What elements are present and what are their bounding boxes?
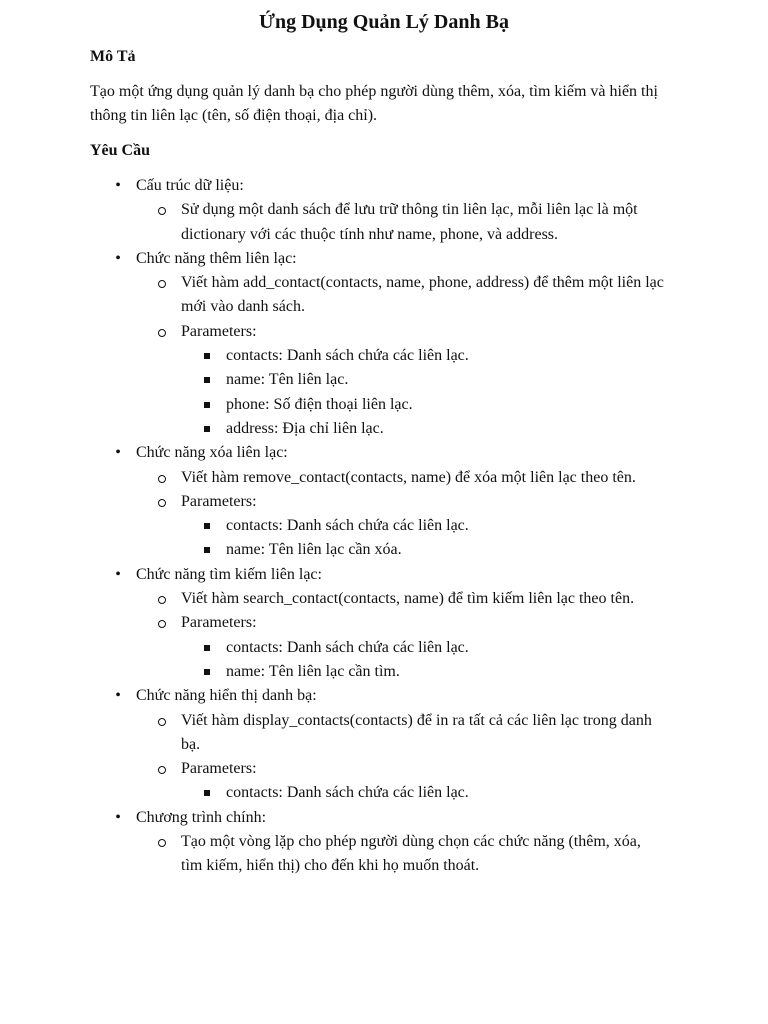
parameter-text: name: Tên liên lạc cần xóa. xyxy=(226,541,402,559)
section-items xyxy=(136,830,768,879)
section-item-text: Sử dụng một danh sách để lưu trữ thông tin liên lạc, mỗi liên lạc là một dictionary với các thuộc tính như name, phone, và address. xyxy=(181,201,638,243)
bullet-square-icon xyxy=(204,547,210,553)
requirement-section xyxy=(0,247,768,441)
section-item-text: Parameters: xyxy=(181,492,257,510)
section-label: Cấu trúc dữ liệu: xyxy=(136,177,244,194)
bullet-circle-icon xyxy=(158,329,166,337)
bullet-circle-icon xyxy=(158,475,166,483)
parameter-text: address: Địa chỉ liên lạc. xyxy=(226,419,384,437)
section-items xyxy=(136,466,768,563)
section-label: Chức năng hiển thị danh bạ: xyxy=(136,687,317,705)
parameter-item xyxy=(181,514,768,538)
bullet-disc-icon: • xyxy=(115,249,121,267)
section-item xyxy=(136,320,768,441)
parameter-list xyxy=(181,514,768,563)
section-item xyxy=(136,587,768,611)
section-items xyxy=(136,709,768,806)
requirements-heading: Yêu Cầu xyxy=(90,142,151,159)
section-item-text: Tạo một vòng lặp cho phép người dùng chọn các chức năng (thêm, xóa, tìm kiếm, hiển thị) cho đến khi họ muốn thoát. xyxy=(181,833,641,875)
section-item xyxy=(136,830,768,879)
bullet-square-icon xyxy=(204,402,210,408)
document-title: Ứng Dụng Quản Lý Danh Bạ xyxy=(259,11,509,33)
bullet-circle-icon xyxy=(158,839,166,847)
requirement-section xyxy=(0,806,768,879)
section-label: Chức năng xóa liên lạc: xyxy=(136,444,288,462)
parameter-item xyxy=(181,636,768,660)
parameter-item xyxy=(181,417,768,441)
parameter-item xyxy=(181,781,768,805)
section-item xyxy=(136,611,768,684)
parameter-item xyxy=(181,344,768,368)
section-label: Chức năng tìm kiếm liên lạc: xyxy=(136,565,322,583)
section-item-text: Parameters: xyxy=(181,614,257,632)
section-items xyxy=(136,271,768,441)
bullet-circle-icon xyxy=(158,718,166,726)
requirements-list xyxy=(0,174,768,879)
bullet-square-icon xyxy=(204,523,210,529)
section-item-text: Viết hàm add_contact(contacts, name, phone, address) để thêm một liên lạc mới vào danh sách. xyxy=(181,274,664,316)
bullet-disc-icon: • xyxy=(115,177,121,194)
bullet-disc-icon: • xyxy=(115,444,121,462)
parameter-item xyxy=(181,660,768,684)
requirements-list-area xyxy=(0,174,768,879)
section-item xyxy=(136,271,768,320)
requirement-section xyxy=(0,174,768,247)
requirement-section xyxy=(0,441,768,562)
parameter-text: name: Tên liên lạc cần tìm. xyxy=(226,662,400,680)
section-item-text: Viết hàm search_contact(contacts, name) để tìm kiếm liên lạc theo tên. xyxy=(181,590,635,608)
parameter-text: contacts: Danh sách chứa các liên lạc. xyxy=(226,517,469,535)
bullet-square-icon xyxy=(204,377,210,383)
parameter-text: phone: Số điện thoại liên lạc. xyxy=(226,395,413,413)
bullet-square-icon xyxy=(204,426,210,432)
bullet-disc-icon: • xyxy=(115,808,121,826)
section-label: Chức năng thêm liên lạc: xyxy=(136,249,297,267)
section-items xyxy=(136,587,768,684)
section-item xyxy=(136,709,768,758)
bullet-circle-icon xyxy=(158,620,166,628)
section-label: Chương trình chính: xyxy=(136,808,267,826)
parameter-item xyxy=(181,538,768,562)
parameter-item xyxy=(181,393,768,417)
description-paragraph: Tạo một ứng dụng quản lý danh bạ cho phép người dùng thêm, xóa, tìm kiếm và hiển thị thông tin liên lạc (tên, số điện thoại, địa chỉ). xyxy=(90,83,658,124)
bullet-square-icon xyxy=(204,353,210,359)
parameter-text: contacts: Danh sách chứa các liên lạc. xyxy=(226,347,469,365)
section-item xyxy=(136,757,768,806)
section-item xyxy=(136,466,768,490)
requirement-section xyxy=(0,563,768,684)
section-item-text: Viết hàm display_contacts(contacts) để in ra tất cả các liên lạc trong danh bạ. xyxy=(181,711,652,753)
section-item xyxy=(136,198,768,247)
bullet-circle-icon xyxy=(158,766,166,774)
bullet-square-icon xyxy=(204,669,210,675)
parameter-list xyxy=(181,344,768,441)
bullet-square-icon xyxy=(204,790,210,796)
bullet-circle-icon xyxy=(158,499,166,507)
requirement-section xyxy=(0,684,768,805)
bullet-disc-icon: • xyxy=(115,687,121,705)
section-item xyxy=(136,490,768,563)
section-items xyxy=(136,198,768,247)
parameter-text: contacts: Danh sách chứa các liên lạc. xyxy=(226,638,469,656)
parameter-text: contacts: Danh sách chứa các liên lạc. xyxy=(226,784,469,802)
section-item-text: Parameters: xyxy=(181,760,257,778)
bullet-disc-icon: • xyxy=(115,565,121,583)
section-item-text: Parameters: xyxy=(181,322,257,340)
parameter-list xyxy=(181,781,768,805)
bullet-circle-icon xyxy=(158,280,166,288)
section-item-text: Viết hàm remove_contact(contacts, name) để xóa một liên lạc theo tên. xyxy=(181,468,636,486)
bullet-square-icon xyxy=(204,645,210,651)
parameter-text: name: Tên liên lạc. xyxy=(226,371,349,389)
bullet-circle-icon xyxy=(158,207,166,215)
bullet-circle-icon xyxy=(158,596,166,604)
parameter-item xyxy=(181,368,768,392)
parameter-list xyxy=(181,636,768,685)
description-heading: Mô Tả xyxy=(90,48,136,65)
